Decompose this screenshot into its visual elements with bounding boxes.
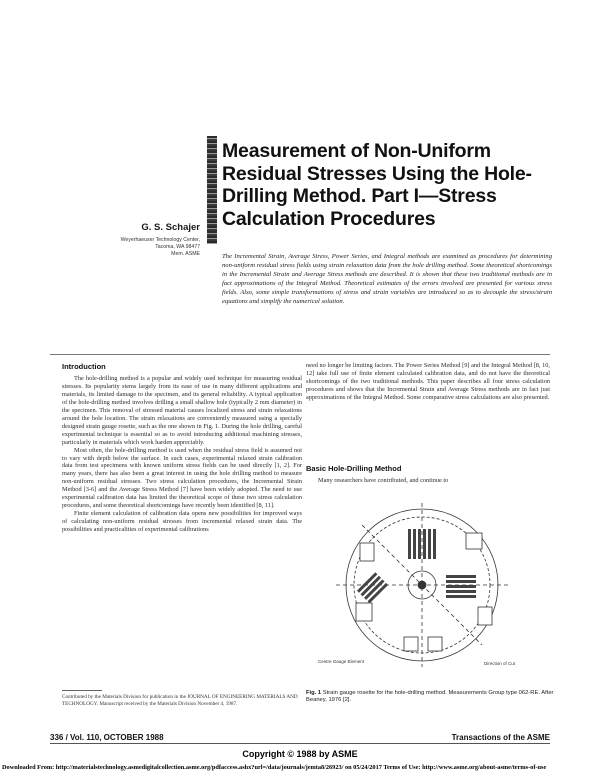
margin-bar [207,136,217,244]
section-heading-introduction: Introduction [62,362,106,371]
body-paragraph: need no longer be limiting factors. The Power Series Method [9] and the Integral Method [8, 10, 12] take full use of finite element calculated calibration data, and do not have the theoretical shortcomings of the two traditional methods. This paper describes all four stress calculation procedures and shows that the Incremental Strain and Average Stress methods are in fact just approximations of the Integral Method. Some comparative stress calculations are also presented. [306,362,550,401]
left-column-body [62,375,302,534]
author-affiliation [76,237,200,258]
label-direction-cut: Direction of Cut [484,661,516,666]
download-notice: Downloaded From: http://materialstechnology.asmedigitalcollection.asme.org/pdfaccess.ashx?url=/data/journals/jemta8/26923/ on 05/24/2017 Terms of Use: http://www.asme.org/about-asme/terms-of-use [2,764,547,771]
caption-label: Fig. 1 [306,690,322,696]
figure-caption [306,690,556,705]
footer-divider [50,743,550,744]
affiliation-line: Tacoma, WA 98477 [155,244,200,250]
section-divider [50,354,550,355]
rosette-drawing [316,503,534,679]
abstract: The Incremental Strain, Average Stress, Power Series, and Integral methods are examined as procedures for determining non-uniform residual stress fields using strain relaxation data from the hole drilling method. Some theoretical shortcomings in the Incremental Strain and Average Stress methods are described. It is shown that these two traditional methods are in fact approximations of the Integral Method. Theoretical estimates of the errors involved are presented for various stress fields. Also, some simple transformations of stress and strain variables are introduced so as to decouple the stress/strain equations and simplify the numerical solution. [222,253,552,305]
page-info: 336 / Vol. 110, OCTOBER 1988 [50,733,164,742]
gauge-grid-diagonal [357,572,388,603]
footnote: Contributed by the Materials Division for publication in the JOURNAL OF ENGINEERING MATERIALS AND TECHNOLOGY. Manuscript received by the Materials Division November 4, 1987. [62,694,298,707]
paper-title: Measurement of Non-Uniform Residual Stresses Using the Hole-Drilling Method. Part I—Stress Calculation Procedures [222,140,532,230]
body-paragraph: Many researchers have contributed, and continue to [318,477,449,484]
gauge-grid-right [446,575,476,598]
right-column-opening [306,477,550,485]
body-paragraph: Finite element calculation of calibration data opens new possibilities for improved ways of calculating non-uniform residual stresses from incremental relaxed strain data. The possibilities and practicalities of experimental calibrations [62,510,302,534]
right-column-body [306,362,550,402]
copyright-notice: Copyright © 1988 by ASME [242,749,358,759]
affiliation-line: Weyerhaeuser Technology Center, [120,237,200,243]
affiliation-line: Mem. ASME [171,251,200,257]
journal-name: Transactions of the ASME [451,733,550,742]
caption-text: Strain gauge rosette for the hole-drilling method. Measurements Group type 062-RE. After Beaney, 1976 [2]. [306,690,554,704]
label-centre-gauge: Centre Gauge Element [318,659,365,664]
body-paragraph: The hole-drilling method is a popular and widely used technique for measuring residual stresses. Its popularity stems largely from its ease of use in many different applications and materials, its limited damage to the specimen, and its general reliability. A typical application of the hole-drilling method involves drilling a small shallow hole (typically 2 mm diameter) in the specimen. This removal of stressed material causes localized stress and strain relaxations around the hole location. The strain relaxations are conveniently measured using a specially designed strain gauge rosette, such as the one shown in Fig. 1. During the hole drilling, careful experimental technique is essential so as to avoid introducing additional machining stresses, particularly in materials which work harden appreciably. [62,375,302,446]
figure-rosette [316,503,534,679]
body-paragraph: Most often, the hole-drilling method is used when the residual stress field is assumed not to vary with depth below the surface. In such cases, experimental relaxed strain calibration data from test specimens with known uniform stress fields can be used directly [1, 2]. For many years, there has also been a great interest in using the hole drilling method to measure non-uniform residual stresses. Two stress calculation procedures, the Incremental Strain Method [3-6] and the Average Stress Method [7] have been widely adopted. The need to use experimental calibration data has limited the theoretical scope of these two stress calculation procedures, and some theoretical shortcomings have recently been identified [8, 11]. [62,446,302,510]
footnote-divider [62,690,102,691]
author-name: G. S. Schajer [141,222,200,233]
section-heading-basic-method: Basic Hole-Drilling Method [306,464,402,473]
